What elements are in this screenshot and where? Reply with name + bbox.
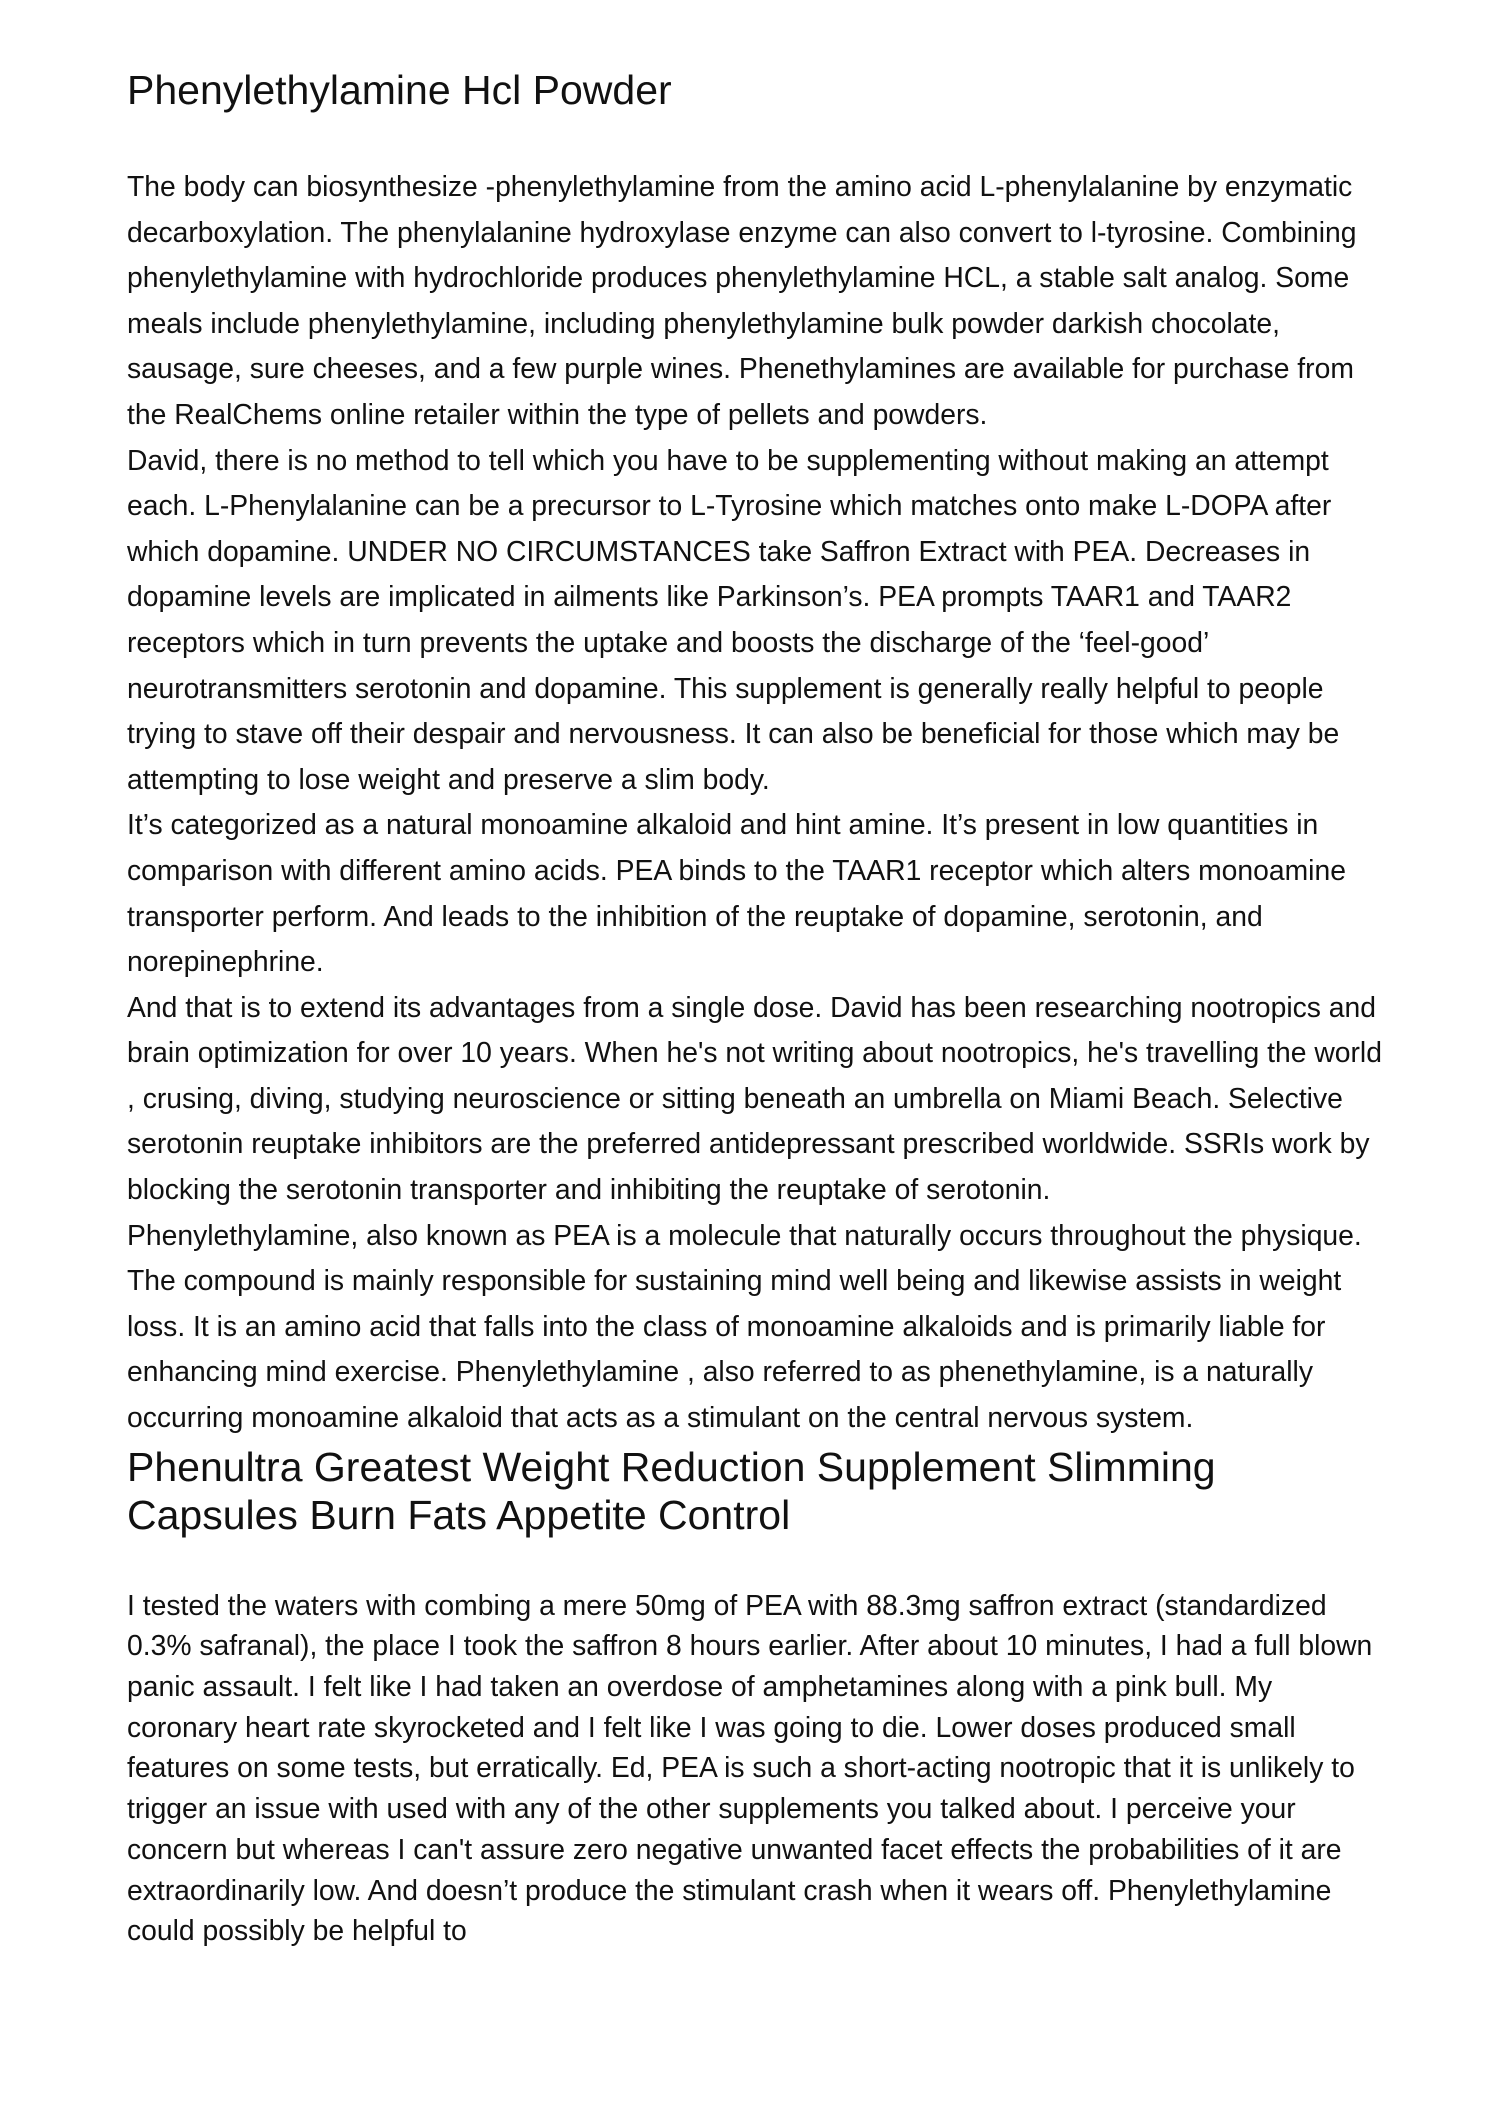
section-heading: Phenultra Greatest Weight Reduction Supplement Slimming Capsules Burn Fats Appetite Control — [127, 1443, 1216, 1538]
section-two-body — [127, 1585, 1387, 1951]
section-one-body — [127, 164, 1387, 1441]
paragraph: It’s categorized as a natural monoamine alkaloid and hint amine. It’s present in low quantities in comparison with different amino acids. PEA binds to the TAAR1 receptor which alters monoamine transporter perform. And leads to the inhibition of the reuptake of dopamine, serotonin, and norepinephrine. — [127, 808, 1346, 978]
paragraph: I tested the waters with combing a mere 50mg of PEA with 88.3mg saffron extract (standardized 0.3% safranal), the place I took the saffron 8 hours earlier. After about 10 minutes, I had a full blown panic assault. I felt like I had taken an overdose of amphetamines along with a pink bull. My coronary heart rate skyrocketed and I felt like I was going to die. Lower doses produced small features on some tests, but erratically. Ed, PEA is such a short-acting nootropic that it is unlikely to trigger an issue with used with any of the other supplements you talked about. I perceive your concern but whereas I can't assure zero negative unwanted facet effects the probabilities of it are extraordinarily low. And doesn’t produce the stimulant crash when it wears off. Phenylethylamine could possibly be helpful to — [127, 1588, 1373, 1947]
paragraph: The body can biosynthesize -phenylethylamine from the amino acid L-phenylalanine by enzymatic decarboxylation. The phenylalanine hydroxylase enzyme can also convert to l-tyrosine. Combining phenylethylamine with hydrochloride produces phenylethylamine HCL, a stable salt analog. Some meals include phenylethylamine, including phenylethylamine bulk powder darkish chocolate, sausage, sure cheeses, and a few purple wines. Phenethylamines are available for purchase from the RealChems online retailer within the type of pellets and powders. — [127, 170, 1357, 430]
paragraph: And that is to extend its advantages from a single dose. David has been researching nootropics and brain optimization for over 10 years. When he's not writing about nootropics, he's travelling the world , crusing, diving, studying neuroscience or sitting beneath an umbrella on Miami Beach. Selective serotonin reuptake inhibitors are the preferred antidepressant prescribed worldwide. SSRIs work by blocking the serotonin transporter and inhibiting the reuptake of serotonin. — [127, 990, 1382, 1206]
paragraph: David, there is no method to tell which you have to be supplementing without making an attempt each. L-Phenylalanine can be a precursor to L-Tyrosine which matches onto make L-DOPA after which dopamine. UNDER NO CIRCUMSTANCES take Saffron Extract with PEA. Decreases in dopamine levels are implicated in ailments like Parkinson’s. PEA prompts TAAR1 and TAAR2 receptors which in turn prevents the uptake and boosts the discharge of the ‘feel-good’ neurotransmitters serotonin and dopamine. This supplement is generally really helpful to people trying to stave off their despair and nervousness. It can also be beneficial for those which may be attempting to lose weight and preserve a slim body. — [127, 443, 1340, 795]
document-page — [127, 0, 1387, 1951]
page-title: Phenylethylamine Hcl Powder — [127, 67, 672, 113]
paragraph: Phenylethylamine, also known as PEA is a molecule that naturally occurs throughout the physique. The compound is mainly responsible for sustaining mind well being and likewise assists in weight loss. It is an amino acid that falls into the class of monoamine alkaloids and is primarily liable for enhancing mind exercise. Phenylethylamine , also referred to as phenethylamine, is a naturally occurring monoamine alkaloid that acts as a stimulant on the central nervous system. — [127, 1218, 1362, 1434]
